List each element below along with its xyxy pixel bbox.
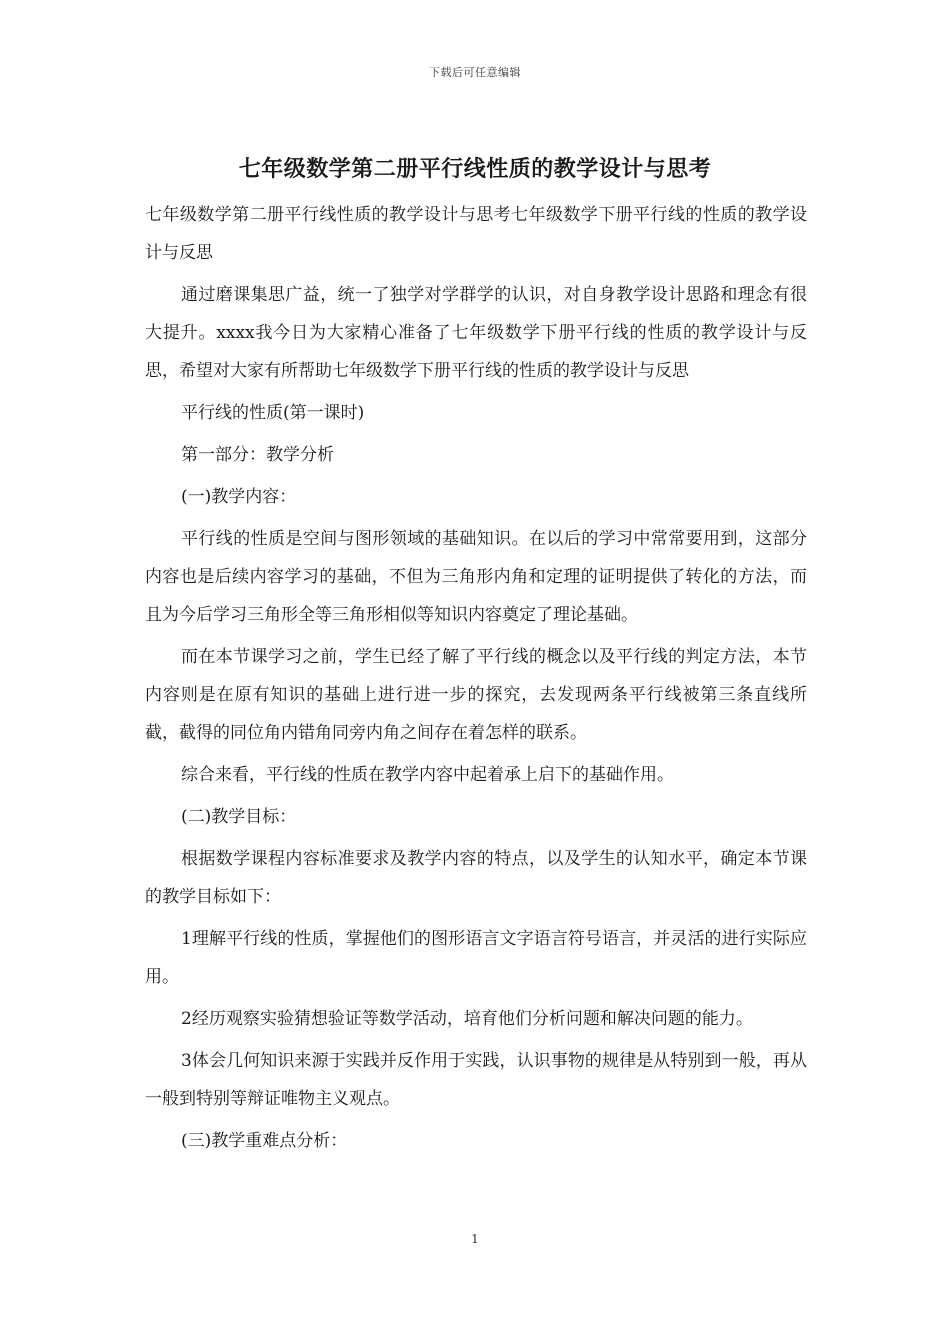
paragraph: 通过磨课集思广益，统一了独学对学群学的认识，对自身教学设计思路和理念有很大提升。xxxx我今日为大家精心准备了七年级数学下册平行线的性质的教学设计与反思，希望对大家有所帮助七年级数学下册平行线的性质的教学设计与反思 bbox=[145, 285, 807, 381]
paragraph: 综合来看，平行线的性质在教学内容中起着承上启下的基础作用。 bbox=[181, 765, 674, 785]
header-note: 下载后可任意编辑 bbox=[429, 66, 521, 79]
page-number: 1 bbox=[471, 1232, 479, 1246]
paragraph: 平行线的性质是空间与图形领域的基础知识。在以后的学习中常常要用到，这部分内容也是后续内容学习的基础，不但为三角形内角和定理的证明提供了转化的方法，而且为今后学习三角形全等三角形相似等知识内容奠定了理论基础。 bbox=[145, 529, 807, 625]
objective-item: 2经历观察实验猜想验证等数学活动，培育他们分析问题和解决问题的能力。 bbox=[181, 1009, 753, 1029]
objective-item: 3体会几何知识来源于实践并反作用于实践，认识事物的规律是从特别到一般，再从一般到特别等辩证唯物主义观点。 bbox=[145, 1051, 807, 1109]
subsection-heading: (二)教学目标： bbox=[181, 807, 297, 827]
paragraph: 根据数学课程内容标准要求及教学内容的特点，以及学生的认知水平，确定本节课的教学目标如下： bbox=[145, 849, 807, 907]
paragraph-intro: 七年级数学第二册平行线性质的教学设计与思考七年级数学下册平行线的性质的教学设计与反思 bbox=[145, 205, 807, 263]
paragraph: 而在本节课学习之前，学生已经了解了平行线的概念以及平行线的判定方法，本节内容则是在原有知识的基础上进行进一步的探究，去发现两条平行线被第三条直线所截，截得的同位角内错角同旁内角之间存在着怎样的联系。 bbox=[145, 647, 807, 743]
document-title: 七年级数学第二册平行线性质的教学设计与思考 bbox=[238, 156, 712, 182]
subsection-heading: (三)教学重难点分析： bbox=[181, 1131, 348, 1151]
subsection-heading: (一)教学内容： bbox=[181, 487, 297, 507]
document-body bbox=[145, 196, 807, 1164]
lesson-heading: 平行线的性质(第一课时) bbox=[181, 403, 365, 423]
section-heading: 第一部分：教学分析 bbox=[181, 445, 334, 465]
objective-item: 1理解平行线的性质，掌握他们的图形语言文字语言符号语言，并灵活的进行实际应用。 bbox=[145, 929, 807, 987]
